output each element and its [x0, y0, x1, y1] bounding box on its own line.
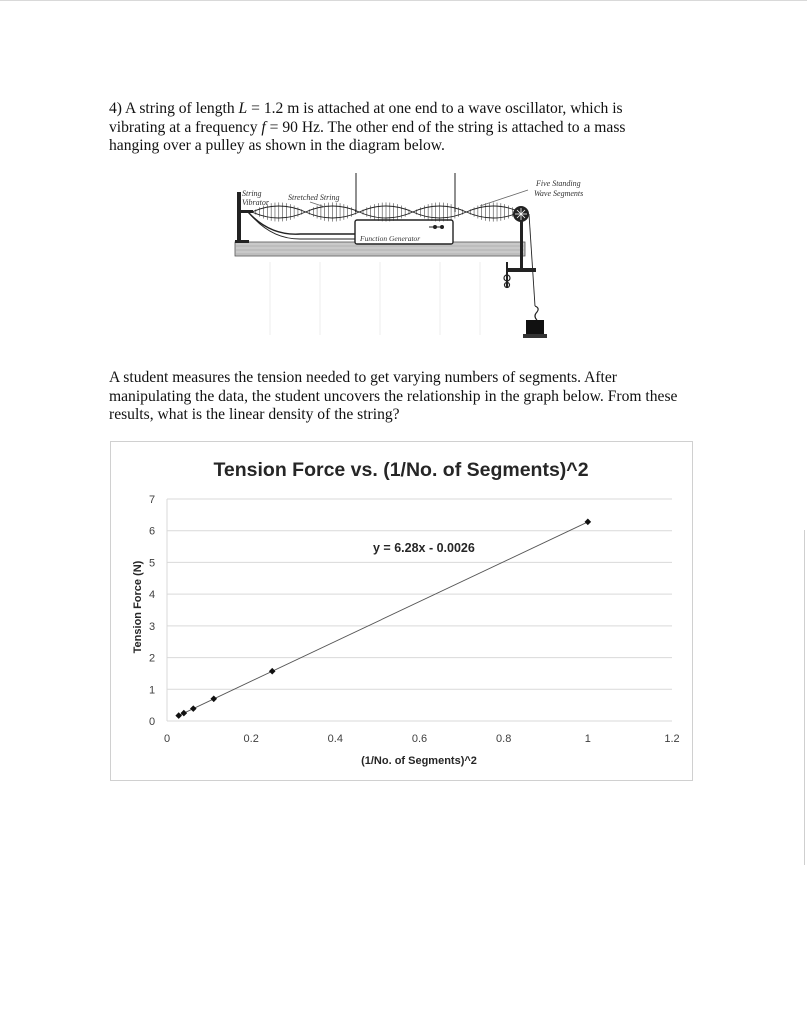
pulley-post: [520, 214, 523, 272]
trendline-equation: y = 6.28x - 0.0026: [373, 541, 475, 555]
question-number: 4): [109, 100, 122, 117]
x-tick-label: 0.6: [411, 733, 428, 745]
y-axis-label: Tension Force (N): [132, 560, 144, 654]
length-value: = 1.2 m is attached at one end to a wave oscillator, which is vibrating at a frequency: [109, 100, 623, 136]
frequency-value: = 90 Hz. The other end of the string is attached to a mass hanging over a pulley as shown in the diagram below.: [109, 118, 626, 154]
hook: [535, 306, 538, 320]
data-point: [210, 696, 217, 703]
chart-title: Tension Force vs. (1/No. of Segments)^2: [213, 459, 589, 481]
string-label: String: [242, 189, 262, 198]
clamp-bar: [506, 268, 536, 272]
x-tick-label: 0.8: [496, 733, 512, 745]
frequency-variable: f: [261, 118, 266, 136]
vibrator-base: [235, 240, 249, 243]
vibrator-post: [237, 192, 241, 242]
x-ticks: [164, 733, 680, 745]
data-point: [190, 705, 197, 712]
standing-wave: [252, 202, 520, 221]
label-pointer: [310, 202, 325, 207]
y-tick-label: 5: [148, 557, 156, 570]
length-variable: L: [238, 100, 248, 117]
y-tick-label: 7: [148, 494, 156, 506]
x-tick-label: 0.4: [327, 733, 343, 745]
stretched-string-label: Stretched String: [288, 193, 340, 202]
x-tick-label: 1: [584, 733, 591, 745]
y-tick-label: 0: [148, 716, 156, 728]
x-axis-label: (1/No. of Segments)^2: [361, 755, 477, 767]
mass-base: [523, 334, 547, 338]
apparatus-diagram: [230, 170, 600, 350]
wave-segments-label: Wave Segments: [534, 189, 584, 198]
x-tick-label: 1.2: [664, 733, 680, 745]
chart: [111, 442, 692, 780]
vibrator-arm: [237, 210, 253, 213]
data-point: [585, 519, 592, 526]
vibrator-label: Vibrator: [242, 198, 269, 207]
page-top-rule: [0, 0, 807, 1]
x-tick-label: 0.2: [243, 733, 259, 745]
hanging-mass: [526, 320, 544, 336]
five-standing-label: Five Standing: [536, 179, 581, 188]
y-tick-label: 6: [148, 525, 156, 538]
scan-background: [270, 262, 480, 335]
label-pointer: [480, 190, 528, 206]
question-text: [109, 100, 679, 156]
chart-container: [110, 441, 693, 781]
grid: [167, 499, 672, 721]
y-tick-label: 3: [148, 620, 156, 633]
hanging-string: [529, 214, 535, 306]
y-tick-label: 2: [148, 652, 156, 665]
page-edge-line: [804, 530, 805, 865]
description-text: A student measures the tension needed to get varying numbers of segments. After manipulating the data, the student uncovers the relationship in the graph below. From these results, what is the linear density of the string?: [109, 369, 678, 423]
x-tick-label: 0: [163, 733, 171, 745]
y-ticks: [149, 494, 155, 728]
y-tick-label: 4: [148, 589, 156, 602]
function-generator-label: Function Generator: [360, 234, 421, 243]
data-point: [269, 668, 276, 675]
y-tick-label: 1: [148, 684, 156, 697]
question-intro: A string of length: [125, 100, 235, 117]
